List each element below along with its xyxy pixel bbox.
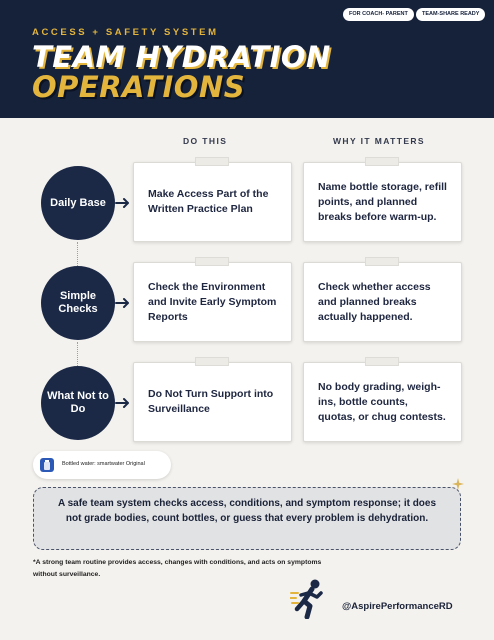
column-header-do-this: DO THIS xyxy=(183,136,228,146)
do-text: Do Not Turn Support into Surveillance xyxy=(148,388,274,415)
audience-tag: FOR COACH- PARENT xyxy=(343,8,414,21)
arrow-right-icon xyxy=(115,397,131,409)
arrow-right-icon xyxy=(115,197,131,209)
author-handle: @AspirePerformanceRD xyxy=(342,601,453,612)
why-text: Check whether access and planned breaks actually happened. xyxy=(318,280,431,323)
do-card-daily-base xyxy=(133,162,292,242)
do-text: Check the Environment and Invite Early Symptom Reports xyxy=(148,280,277,323)
tape-decoration xyxy=(195,357,229,366)
why-card-daily-base xyxy=(303,162,462,242)
why-card-simple-checks xyxy=(303,262,462,342)
connector-line xyxy=(77,342,78,368)
page-title-line2: OPERATIONS xyxy=(32,70,246,104)
runner-icon xyxy=(290,579,326,619)
row-label-what-not-to-do: What Not to Do xyxy=(41,366,115,440)
share-tag: TEAM-SHARE READY xyxy=(416,8,485,21)
badge-text: Bottled water: smartwater Original xyxy=(62,461,145,467)
arrow-right-icon xyxy=(115,297,131,309)
callout-box xyxy=(33,487,461,550)
footnote: *A strong team routine provides access, changes with conditions, and acts on symptoms without surveillance. xyxy=(33,559,322,578)
water-bottle-icon xyxy=(40,458,54,472)
do-text: Make Access Part of the Written Practice Plan xyxy=(148,188,269,215)
do-card-simple-checks xyxy=(133,262,292,342)
column-header-why-it-matters: WHY IT MATTERS xyxy=(333,136,426,146)
tape-decoration xyxy=(365,357,399,366)
tape-decoration xyxy=(365,257,399,266)
why-card-what-not-to-do xyxy=(303,362,462,442)
sparkle-icon xyxy=(452,478,464,490)
kicker-text: ACCESS + SAFETY SYSTEM xyxy=(32,27,219,38)
row-label-daily-base: Daily Base xyxy=(41,166,115,240)
why-text: Name bottle storage, refill points, and planned breaks before warm-up. xyxy=(318,180,447,223)
page-title-line1: TEAM HYDRATION xyxy=(32,40,331,74)
callout-text: A safe team system checks access, conditions, and symptom response; it does not grade bodies, count bottles, or guess that every problem is dehydration. xyxy=(57,498,437,524)
row-label-simple-checks: Simple Checks xyxy=(41,266,115,340)
tape-decoration xyxy=(195,157,229,166)
connector-line xyxy=(77,242,78,268)
tape-decoration xyxy=(365,157,399,166)
tape-decoration xyxy=(195,257,229,266)
why-text: No body grading, weigh-ins, bottle counts, quotas, or chug contests. xyxy=(318,380,446,423)
do-card-what-not-to-do xyxy=(133,362,292,442)
